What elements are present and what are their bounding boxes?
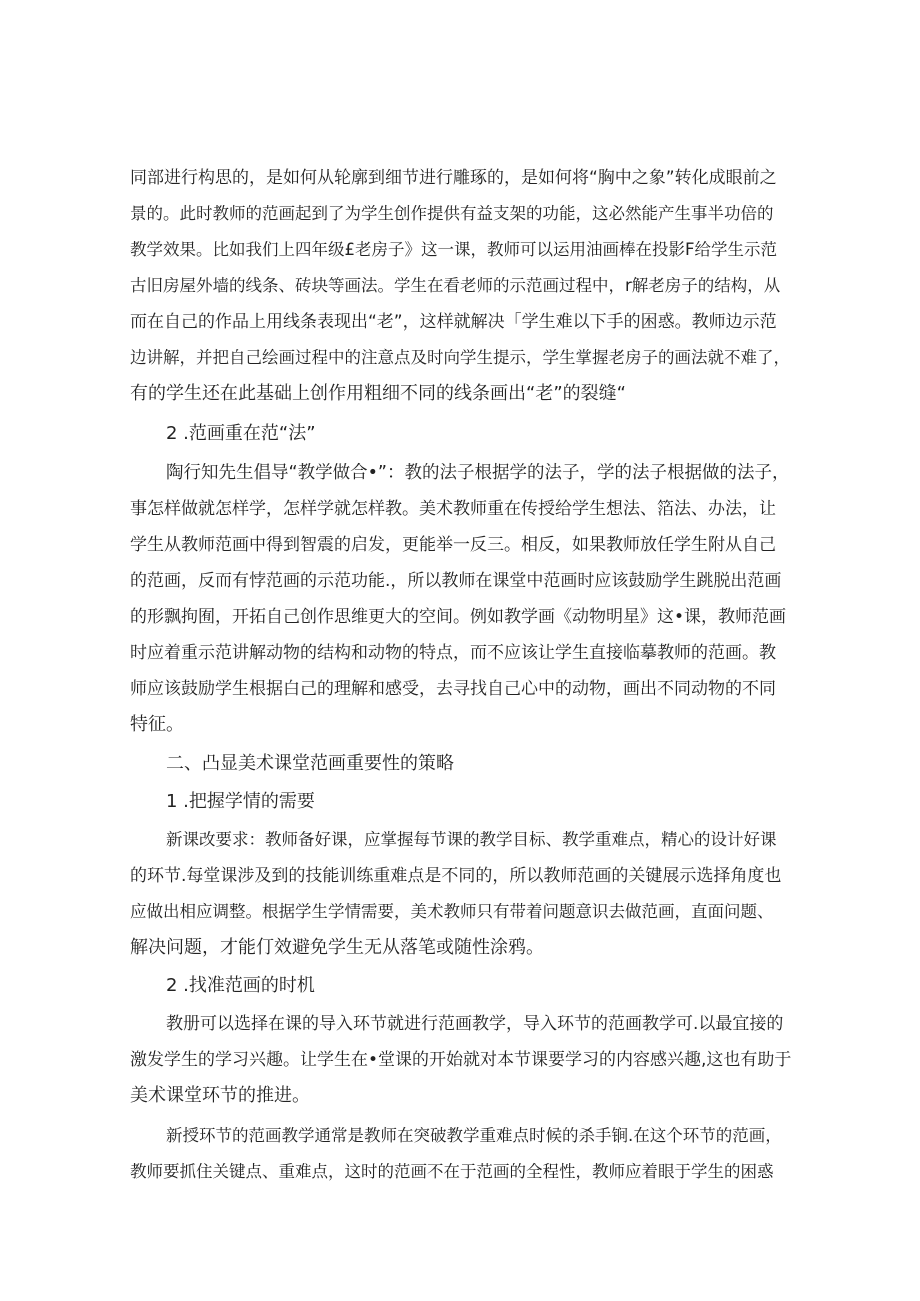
paragraph-line: 新授环节的范画教学通常是教师在突破教学重难点时候的杀手锏.在这个环节的范画， [166, 1126, 782, 1145]
paragraph-line: 教学效果。比如我们上四年级£老房子》这一课，教师可以运用油画棒在投影F给学生示范 [130, 240, 777, 259]
paragraph-line: 学生从教师范画中得到智震的启发，更能举一反三。相反，如果教师放任学生附从自己 [130, 535, 776, 555]
paragraph-line: 的环节.每堂课涉及到的技能训练重难点是不同的，所以教师范画的关键展示选择角度也 [130, 866, 782, 886]
paragraph-line: 的形飘拘囿，开拓自己创作思维更大的空间。例如教学画《动物明星》这•课，教师范画 [130, 607, 787, 627]
subsection-heading: 1 .把握学情的需要 [166, 791, 315, 812]
paragraph-line: 新课改要求：教师备好课，应掌握每节课的教学目标、教学重难点，精心的设计好课 [166, 830, 777, 849]
paragraph-line: 的范画，反而有悖范画的示范功能.，所以教师在课堂中范画时应该鼓励学生跳脱出范画 [130, 571, 782, 591]
subsection-heading: 2 .找准范画的时机 [166, 975, 315, 996]
paragraph-line: 激发学生的学习兴趣。让学生在•堂课的开始就对本节课要学习的内容感兴趣,这也有助于 [130, 1050, 792, 1070]
paragraph-line: 教册可以选择在课的导入环节就进行范画教学，导入环节的范画教学可.以最宜接的 [166, 1014, 784, 1034]
paragraph-line: 同部进行构思的，是如何从轮廓到细节进行雕琢的，是如何将“胸中之象”转化成眼前之 [130, 168, 777, 188]
paragraph-line: 时应着重示范讲解动物的结构和动物的特点，而不应该让学生直接临摹教师的范画。教 [130, 643, 776, 663]
paragraph-line: 边讲解，并把自己绘画过程中的注意点及时向学生提示，学生掌握老房子的画法就不难了， [130, 348, 790, 367]
paragraph-line: 陶行知先生倡导“教学做合•”：教的法子根据学的法子，学的法子根据做的法子， [166, 463, 790, 483]
section-heading: 2 .范画重在范“法” [166, 423, 316, 444]
paragraph-line: 事怎样做就怎样学，怎样学就怎样教。美术教师重在传授给学生想法、箔法、办法，让 [130, 499, 776, 519]
section-heading: 二、凸显美术课堂范画重要性的策略 [166, 753, 454, 774]
paragraph-line: 美术课堂环节的推进。 [130, 1085, 310, 1106]
paragraph-line: 教师要抓住关键点、重难点，这时的范画不在于范画的全程性，教师应着眼于学生的困惑 [130, 1162, 774, 1181]
paragraph-line: 解决问题，才能仃效避免学生无从落笔或随性涂鸦。 [130, 937, 544, 958]
paragraph-line: 师应该鼓励学生根据白己的理解和感受，去寻找自己心中的动物，画出不同动物的不同 [130, 679, 776, 699]
paragraph-line: 有的学生还在此基础上创作用粗细不同的线条画出“老”的裂缝“ [130, 383, 626, 404]
paragraph-line: 而在自己的作品上用线条表现出“老”，这样就解决「学生难以下手的困惑。教师边示范 [130, 312, 777, 332]
paragraph-line: 应做出相应调整。根据学生学情需要，美术教师只有带着问题意识去做范画，直面问题、 [130, 902, 774, 921]
paragraph-line: 景的。此时教师的范画起到了为学生创作提供有益支架的功能，这必然能产生事半功倍的 [130, 204, 774, 223]
paragraph-line: 古旧房屋外墙的线条、砖块等画法。学生在看老师的示范画过程中，r解老房子的结构，从 [130, 276, 781, 295]
paragraph-line: 特征。 [130, 714, 184, 735]
